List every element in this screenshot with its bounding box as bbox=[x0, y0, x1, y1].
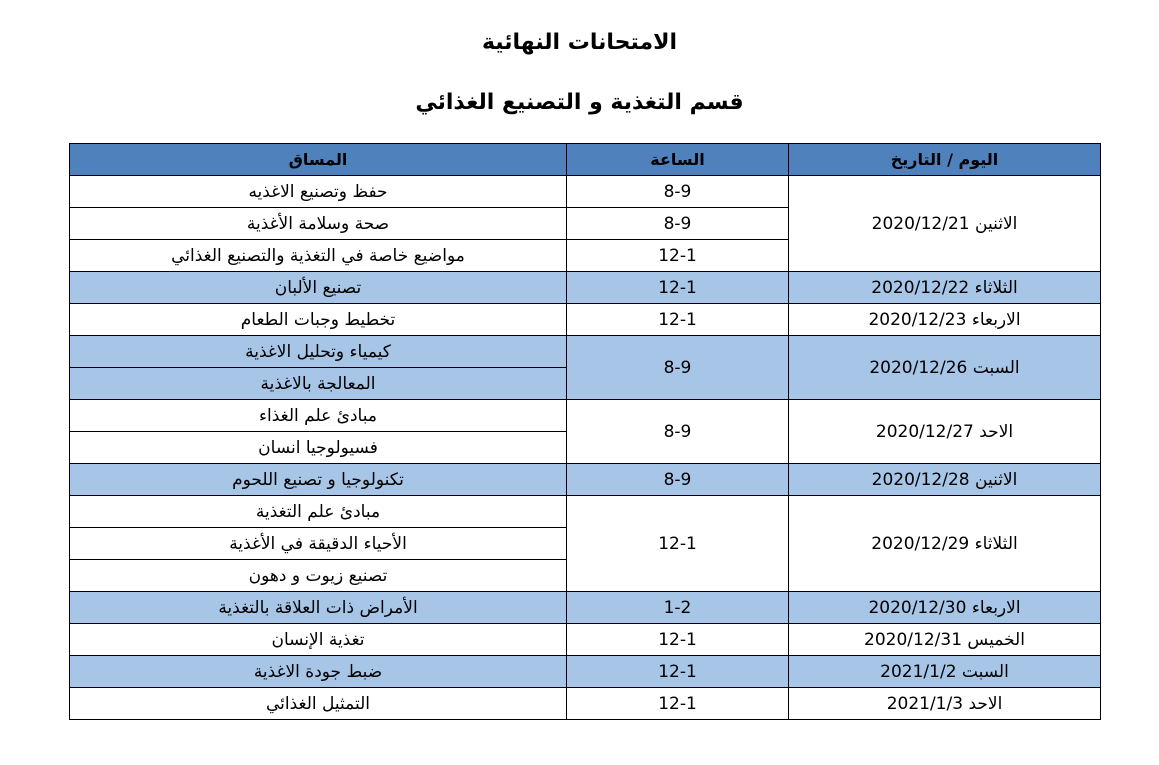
table-body bbox=[70, 176, 1101, 720]
page-title: الامتحانات النهائية bbox=[481, 30, 678, 55]
course-cell: الأحياء الدقيقة في الأغذية bbox=[70, 528, 567, 560]
date-cell: الاثنين 2020/12/21 bbox=[789, 176, 1101, 272]
time-cell: 8-9 bbox=[567, 400, 789, 464]
table-row bbox=[70, 688, 1101, 720]
date-cell: السبت 2020/12/26 bbox=[789, 336, 1101, 400]
time-cell: 8-9 bbox=[567, 176, 789, 208]
table-row bbox=[70, 176, 1101, 208]
time-cell: 12-1 bbox=[567, 496, 789, 592]
course-cell: ضبط جودة الاغذية bbox=[70, 656, 567, 688]
table-header-row bbox=[70, 144, 1101, 176]
table-row bbox=[70, 336, 1101, 368]
exam-schedule-table bbox=[69, 143, 1101, 720]
table-row bbox=[70, 400, 1101, 432]
course-cell: مبادئ علم الغذاء bbox=[70, 400, 567, 432]
time-cell: 12-1 bbox=[567, 272, 789, 304]
time-cell: 8-9 bbox=[567, 336, 789, 400]
table-row bbox=[70, 592, 1101, 624]
table-row bbox=[70, 624, 1101, 656]
time-cell: 12-1 bbox=[567, 624, 789, 656]
time-cell: 12-1 bbox=[567, 656, 789, 688]
course-cell: المعالجة بالاغذية bbox=[70, 368, 567, 400]
date-cell: الاربعاء 2020/12/23 bbox=[789, 304, 1101, 336]
date-cell: الاحد 2020/12/27 bbox=[789, 400, 1101, 464]
course-cell: مواضيع خاصة في التغذية والتصنيع الغذائي bbox=[70, 240, 567, 272]
date-cell: الاثنين 2020/12/28 bbox=[789, 464, 1101, 496]
time-cell: 8-9 bbox=[567, 464, 789, 496]
header-course: المساق bbox=[70, 144, 567, 176]
table-row bbox=[70, 304, 1101, 336]
course-cell: التمثيل الغذائي bbox=[70, 688, 567, 720]
table-row bbox=[70, 272, 1101, 304]
date-cell: السبت 2021/1/2 bbox=[789, 656, 1101, 688]
course-cell: فسيولوجيا انسان bbox=[70, 432, 567, 464]
time-cell: 8-9 bbox=[567, 208, 789, 240]
course-cell: تصنيع زيوت و دهون bbox=[70, 560, 567, 592]
course-cell: الأمراض ذات العلاقة بالتغذية bbox=[70, 592, 567, 624]
course-cell: كيمياء وتحليل الاغذية bbox=[70, 336, 567, 368]
time-cell: 12-1 bbox=[567, 688, 789, 720]
course-cell: تصنيع الألبان bbox=[70, 272, 567, 304]
date-cell: الثلاثاء 2020/12/22 bbox=[789, 272, 1101, 304]
date-cell: الثلاثاء 2020/12/29 bbox=[789, 496, 1101, 592]
table-row bbox=[70, 496, 1101, 528]
table-row bbox=[70, 464, 1101, 496]
date-cell: الاربعاء 2020/12/30 bbox=[789, 592, 1101, 624]
date-cell: الخميس 2020/12/31 bbox=[789, 624, 1101, 656]
time-cell: 12-1 bbox=[567, 240, 789, 272]
table-row bbox=[70, 656, 1101, 688]
header-date: اليوم / التاريخ bbox=[789, 144, 1101, 176]
course-cell: تغذية الإنسان bbox=[70, 624, 567, 656]
course-cell: صحة وسلامة الأغذية bbox=[70, 208, 567, 240]
course-cell: تكنولوجيا و تصنيع اللحوم bbox=[70, 464, 567, 496]
header-time: الساعة bbox=[567, 144, 789, 176]
department-title: قسم التغذية و التصنيع الغذائي bbox=[415, 90, 744, 115]
date-cell: الاحد 2021/1/3 bbox=[789, 688, 1101, 720]
course-cell: مبادئ علم التغذية bbox=[70, 496, 567, 528]
time-cell: 1-2 bbox=[567, 592, 789, 624]
time-cell: 12-1 bbox=[567, 304, 789, 336]
course-cell: حفظ وتصنيع الاغذيه bbox=[70, 176, 567, 208]
course-cell: تخطيط وجبات الطعام bbox=[70, 304, 567, 336]
